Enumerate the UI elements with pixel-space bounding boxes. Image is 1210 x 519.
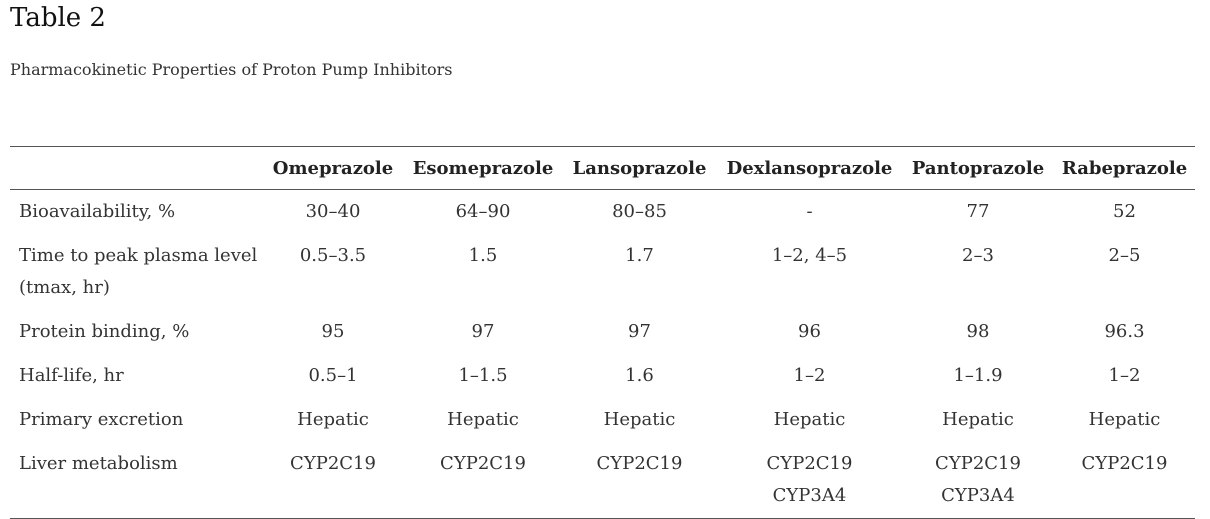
table-cell: 0.5–1 [308,365,358,386]
table-row [10,234,1195,310]
table-cell: 96.3 [1104,321,1145,342]
table-cell: 1–1.9 [953,365,1003,386]
table-cell: 52 [1113,201,1136,222]
table-subtitle: Pharmacokinetic Properties of Proton Pump Inhibitors [10,60,453,79]
table-cell: Hepatic [1088,409,1161,430]
table-cell: 1.6 [625,365,654,386]
column-header: Lansoprazole [572,157,707,179]
table-cell: CYP2C19 [1081,453,1168,474]
table-cell: 98 [966,321,990,342]
column-header: Pantoprazole [911,157,1045,179]
table-cell: 97 [471,321,495,342]
table-cell: CYP2C19 [440,453,526,474]
table-cell: - [806,201,813,222]
row-label: Time to peak plasma level (tmax, hr) [19,245,258,298]
column-header: Rabeprazole [1061,157,1188,179]
row-label: Primary excretion [19,409,184,430]
column-header: Dexlansoprazole [726,157,893,179]
table-cell: Hepatic [773,409,846,430]
table-cell: 1–2, 4–5 [771,245,848,266]
table-cell: CYP2C19 [290,453,376,474]
table-row [10,442,1195,519]
table-cell: CYP2C19 CYP3A4 [766,453,853,506]
header-corner [10,147,262,190]
table-row [10,190,1195,235]
table-cell: CYP2C19 CYP3A4 [935,453,1021,506]
table-cell: 97 [628,321,651,342]
table-cell: Hepatic [447,409,519,430]
row-label: Bioavailability, % [19,201,176,222]
table-title: Table 2 [10,3,106,33]
table-cell: Hepatic [603,409,676,430]
table-cell: 2–5 [1108,245,1141,266]
column-header: Omeprazole [272,157,394,179]
table-cell: 1–2 [1108,365,1141,386]
table-cell: Hepatic [297,409,369,430]
table-cell: 30–40 [305,201,361,222]
table-header-row [10,147,1195,190]
column-header: Esomeprazole [412,157,554,179]
table-row [10,398,1195,442]
row-label: Liver metabolism [19,453,178,474]
pharmacokinetics-table [10,146,1195,519]
table-cell: 96 [798,321,821,342]
table-cell: 2–3 [962,245,994,266]
table-cell: 77 [966,201,990,222]
table-cell: 95 [321,321,345,342]
table-cell: 64–90 [455,201,511,222]
table-cell: 80–85 [612,201,667,222]
table-cell: 1–2 [793,365,826,386]
row-label: Protein binding, % [19,321,190,342]
table-cell: 1.7 [625,245,654,266]
row-label: Half-life, hr [19,365,124,386]
table-cell: CYP2C19 [596,453,683,474]
table-row [10,310,1195,354]
table-row [10,354,1195,398]
table-cell: 1–1.5 [458,365,508,386]
table-cell: Hepatic [942,409,1014,430]
table-cell: 1.5 [468,245,498,266]
table-cell: 0.5–3.5 [299,245,367,266]
